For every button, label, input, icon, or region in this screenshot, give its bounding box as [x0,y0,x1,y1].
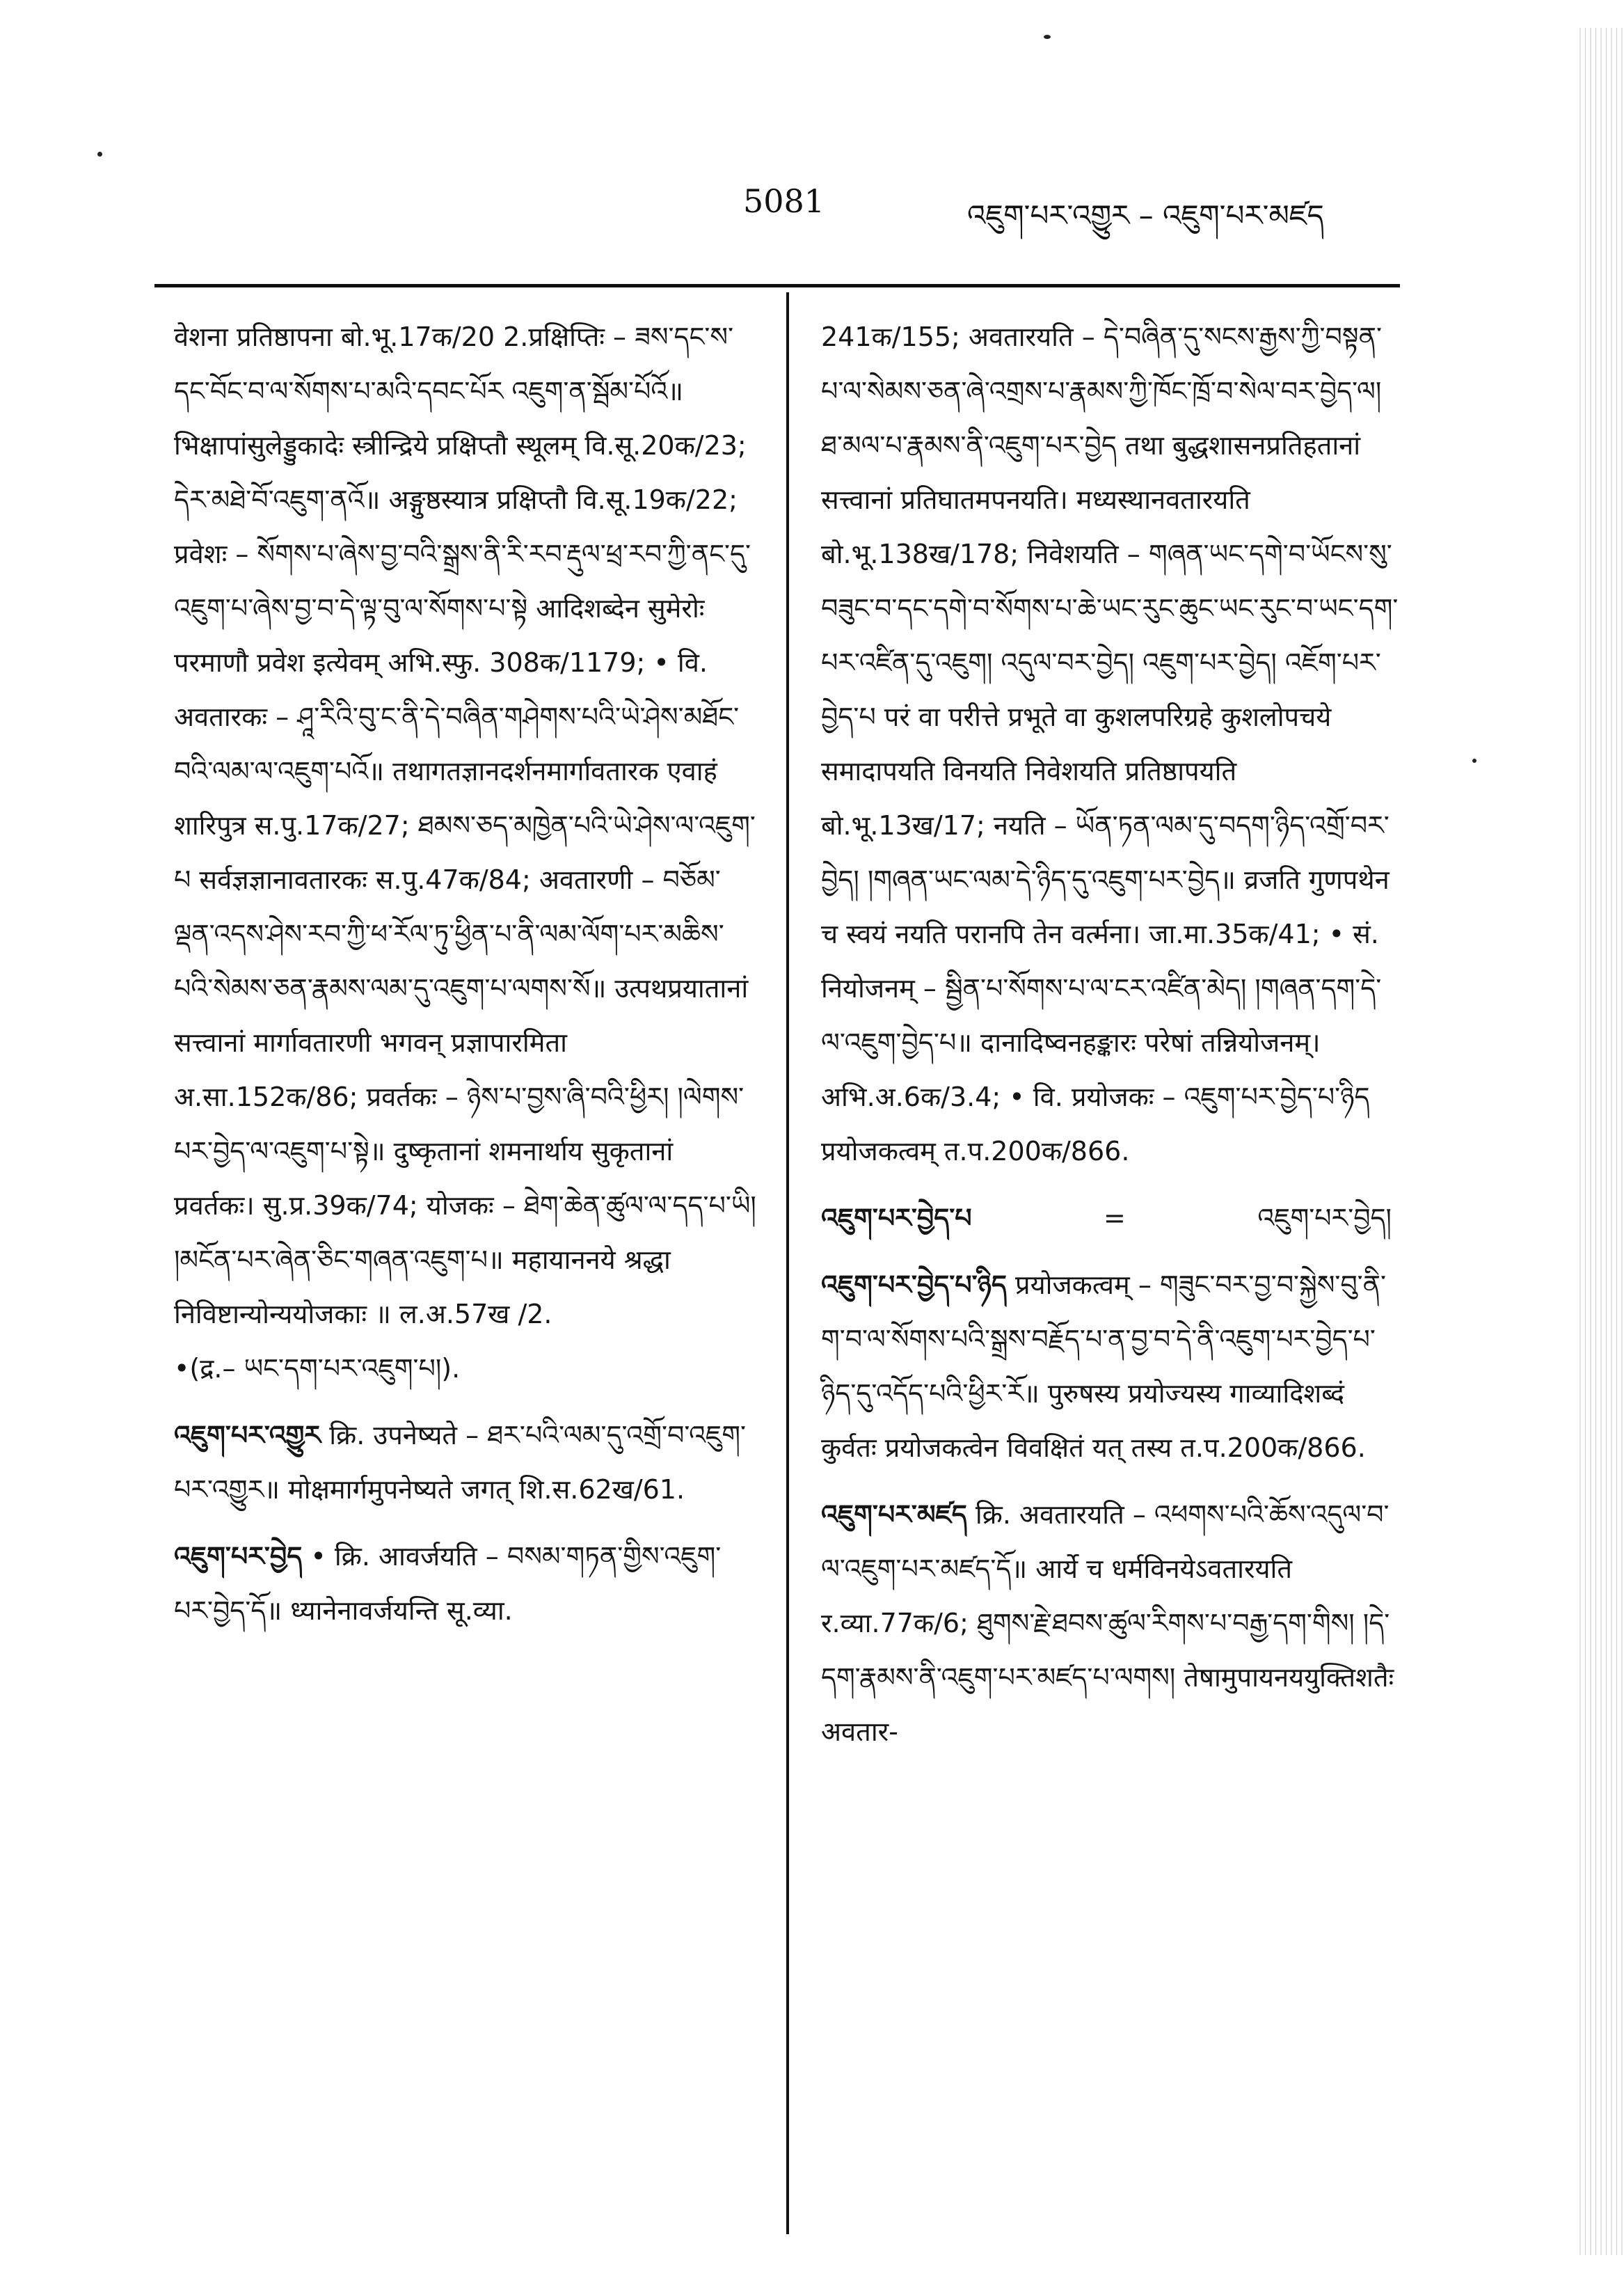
page-number: 5081 [743,182,825,220]
running-head: འཇུག་པར་འགྱུར – འཇུག་པར་མཛད [967,198,1324,232]
entry-headword: འཇུག་པར་བྱེད་པ [821,1203,972,1233]
left-paragraph: •(द्र.– ཡང་དག་པར་འཇུག་པ།). [174,1353,461,1384]
right-column [821,310,1399,1759]
column-divider [786,292,789,2234]
scan-edge-artifact [1575,28,1624,2255]
dictionary-entry [821,1258,1399,1475]
cross-reference: འཇུག་པར་བྱེད། [1257,1203,1392,1233]
dictionary-entry [174,1529,758,1638]
left-paragraph: वेशना प्रतिष्ठापना बो.भू.17क/20 2.प्रक्षिप्तिः – ཟས་དང་ས་དང་བོང་བ་ལ་སོགས་པ་མའི་དབང་པོར འཇུག་ན་སྦོམ་པོའོ॥ भिक्षापांसुलेड्डुकादेः स्त्रीन्द्रिये प्रक्षिप्तौ स्थूलम् वि.सू.20क/23; དེར་མཐེ་བོ་འཇུག་ནའོ॥ अङ्गुष्ठस्यात्र प्रक्षिप्तौ वि.सू.19क/22; प्रवेशः – སོགས་པ་ཞེས་བྱ་བའི་སྒྲས་ནི་རི་རབ་རྡུལ་ཕྲ་རབ་ཀྱི་ནང་དུ་འཇུག་པ་ཞེས་བྱ་བ་དེ་ལྟ་བུ་ལ་སོགས་པ་སྟེ आदिशब्देन सुमेरोः परमाणौ प्रवेश इत्येवम् अभि.स्फु. 308क/1179; • वि. अवतारकः – ཤཱ་རིའི་བུ་ང་ནི་དེ་བཞིན་གཤེགས་པའི་ཡེ་ཤེས་མཐོང་བའི་ལམ་ལ་འཇུག་པའོ॥ तथागतज्ञानदर्शनमार्गावतारक एवाहं शारिपुत्र स.पु.17क/27; ཐམས་ཅད་མཁྱེན་པའི་ཡེ་ཤེས་ལ་འཇུག་པ सर्वज्ञज्ञानावतारकः स.पु.47क/84; अवतारणी – བཅོམ་ལྡན་འདས་ཤེས་རབ་ཀྱི་ཕ་རོལ་ཏུ་ཕྱིན་པ་ནི་ལམ་ལོག་པར་མཆིས་པའི་སེམས་ཅན་རྣམས་ལམ་དུ་འཇུག་པ་ལགས་སོ॥ उत्पथप्रयातानां सत्त्वानां मार्गावतारणी भगवन् प्रज्ञापारमिता अ.सा.152क/86; प्रवर्तकः – ཉེས་པ་བྱས་ཞི་བའི་ཕྱིར། །ལེགས་པར་བྱེད་ལ་འཇུག་པ་སྟེ॥ दुष्कृतानां शमनार्थाय सुकृतानां प्रवर्तकः। सु.प्र.39क/74; योजकः – ཐེག་ཆེན་ཚུལ་ལ་དད་པ་ཡི། །མངོན་པར་ཞེན་ཅིང་གཞན་འཇུག་པ॥ महायाननये श्रद्धा निविष्टान्योन्ययोजकाः ॥ ल.अ.57ख /2. [174,322,756,1329]
entry-text: • क्रि. आवर्जयति – བསམ་གཏན་གྱིས་འཇུག་པར་བྱེད་དོ॥ ध्यानेनावर्जयन्ति सू.व्या. [174,1541,722,1626]
dictionary-entry [174,1408,758,1517]
dictionary-entry [821,1487,1399,1759]
scan-speck [1472,759,1476,763]
entry-text: क्रि. अवतारयति – འཕགས་པའི་ཆོས་འདུལ་བ་ལ་འཇུག་པར་མཛད་དོ॥ आर्ये च धर्मविनयेऽवतारयति र.व्या.77क/6; ཐུགས་རྗེ་ཐབས་ཚུལ་རིགས་པ་བརྒྱ་དག་གིས། །དེ་དག་རྣམས་ནི་འཇུག་པར་མཛད་པ་ལགས། तेषामुपायनययुक्तिशतैः अवतार- [821,1499,1394,1747]
entry-headword: འཇུག་པར་བྱེད [174,1541,303,1572]
left-column [174,310,758,1638]
equals-sign: = [1104,1203,1126,1233]
entry-headword: འཇུག་པར་མཛད [821,1499,967,1530]
entry-text: क्रि. उपनेष्यते – ཐར་པའི་ལམ་དུ་འགྲོ་བ་འཇུག་པར་འགྱུར॥ मोक्षमार्गमुपनेष्यते जगत् शि.स.62ख/61. [174,1420,747,1505]
scan-speck [1044,35,1051,39]
right-paragraph: 241क/155; अवतारयति – དེ་བཞིན་དུ་སངས་རྒྱས་ཀྱི་བསྟན་པ་ལ་སེམས་ཅན་ཞེ་འགྲས་པ་རྣམས་ཀྱི་ཁོང་ཁྲོ་བ་སེལ་བར་བྱེད་ལ། ཐ་མལ་པ་རྣམས་ནི་འཇུག་པར་བྱེད तथा बुद्धशासनप्रतिहतानां सत्त्वानां प्रतिघातमपनयति। मध्यस्थानवतारयति बो.भू.138ख/178; निवेशयति – གཞན་ཡང་དགེ་བ་ཡོངས་སུ་བཟུང་བ་དང་དགེ་བ་སོགས་པ་ཆེ་ཡང་རུང་ཆུང་ཡང་རུང་བ་ཡང་དག་པར་འཛིན་དུ་འཇུག། འདུལ་བར་བྱེད། འཇུག་པར་བྱེད། འཇོག་པར་བྱེད་པ परं वा परीत्ते प्रभूते वा कुशलपरिग्रहे कुशलोपचये समादापयति विनयति निवेशयति प्रतिष्ठापयति बो.भू.13ख/17; नयति – ཡོན་ཏན་ལམ་དུ་བདག་ཉིད་འགྲོ་བར་བྱེད། །གཞན་ཡང་ལམ་དེ་ཉིད་དུ་འཇུག་པར་བྱེད॥ व्रजति गुणपथेन च स्वयं नयति परानपि तेन वर्त्मना। जा.मा.35क/41; • सं. नियोजनम् – སྦྱིན་པ་སོགས་པ་ལ་ངར་འཛིན་མེད། །གཞན་དག་དེ་ལ་འཇུག་བྱེད་པ॥ दानादिष्वनहङ्कारः परेषां तन्नियोजनम्। अभि.अ.6क/3.4; • वि. प्रयोजकः – འཇུག་པར་བྱེད་པ་ཉིད प्रयोजकत्वम् त.प.200क/866. [821,322,1399,1167]
cross-reference-entry [821,1191,1392,1245]
header-rule [154,284,1400,287]
entry-headword: འཇུག་པར་འགྱུར [174,1420,321,1450]
entry-headword: འཇུག་པར་བྱེད་པ་ཉིད [821,1270,1007,1300]
entry-text: प्रयोजकत्वम् – གཟུང་བར་བྱ་བ་སྐྱེས་བུ་ནི་ག་བ་ལ་སོགས་པའི་སྒྲས་བརྗོད་པ་ན་བྱ་བ་དེ་ནི་འཇུག་པར་བྱེད་པ་ཉིད་དུ་འདོད་པའི་ཕྱིར་རོ॥ पुरुषस्य प्रयोज्यस्य गाव्यादिशब्दं कुर्वतः प्रयोजकत्वेन विवक्षितं यत् तस्य त.प.200क/866. [821,1270,1386,1463]
scan-speck [97,152,102,157]
